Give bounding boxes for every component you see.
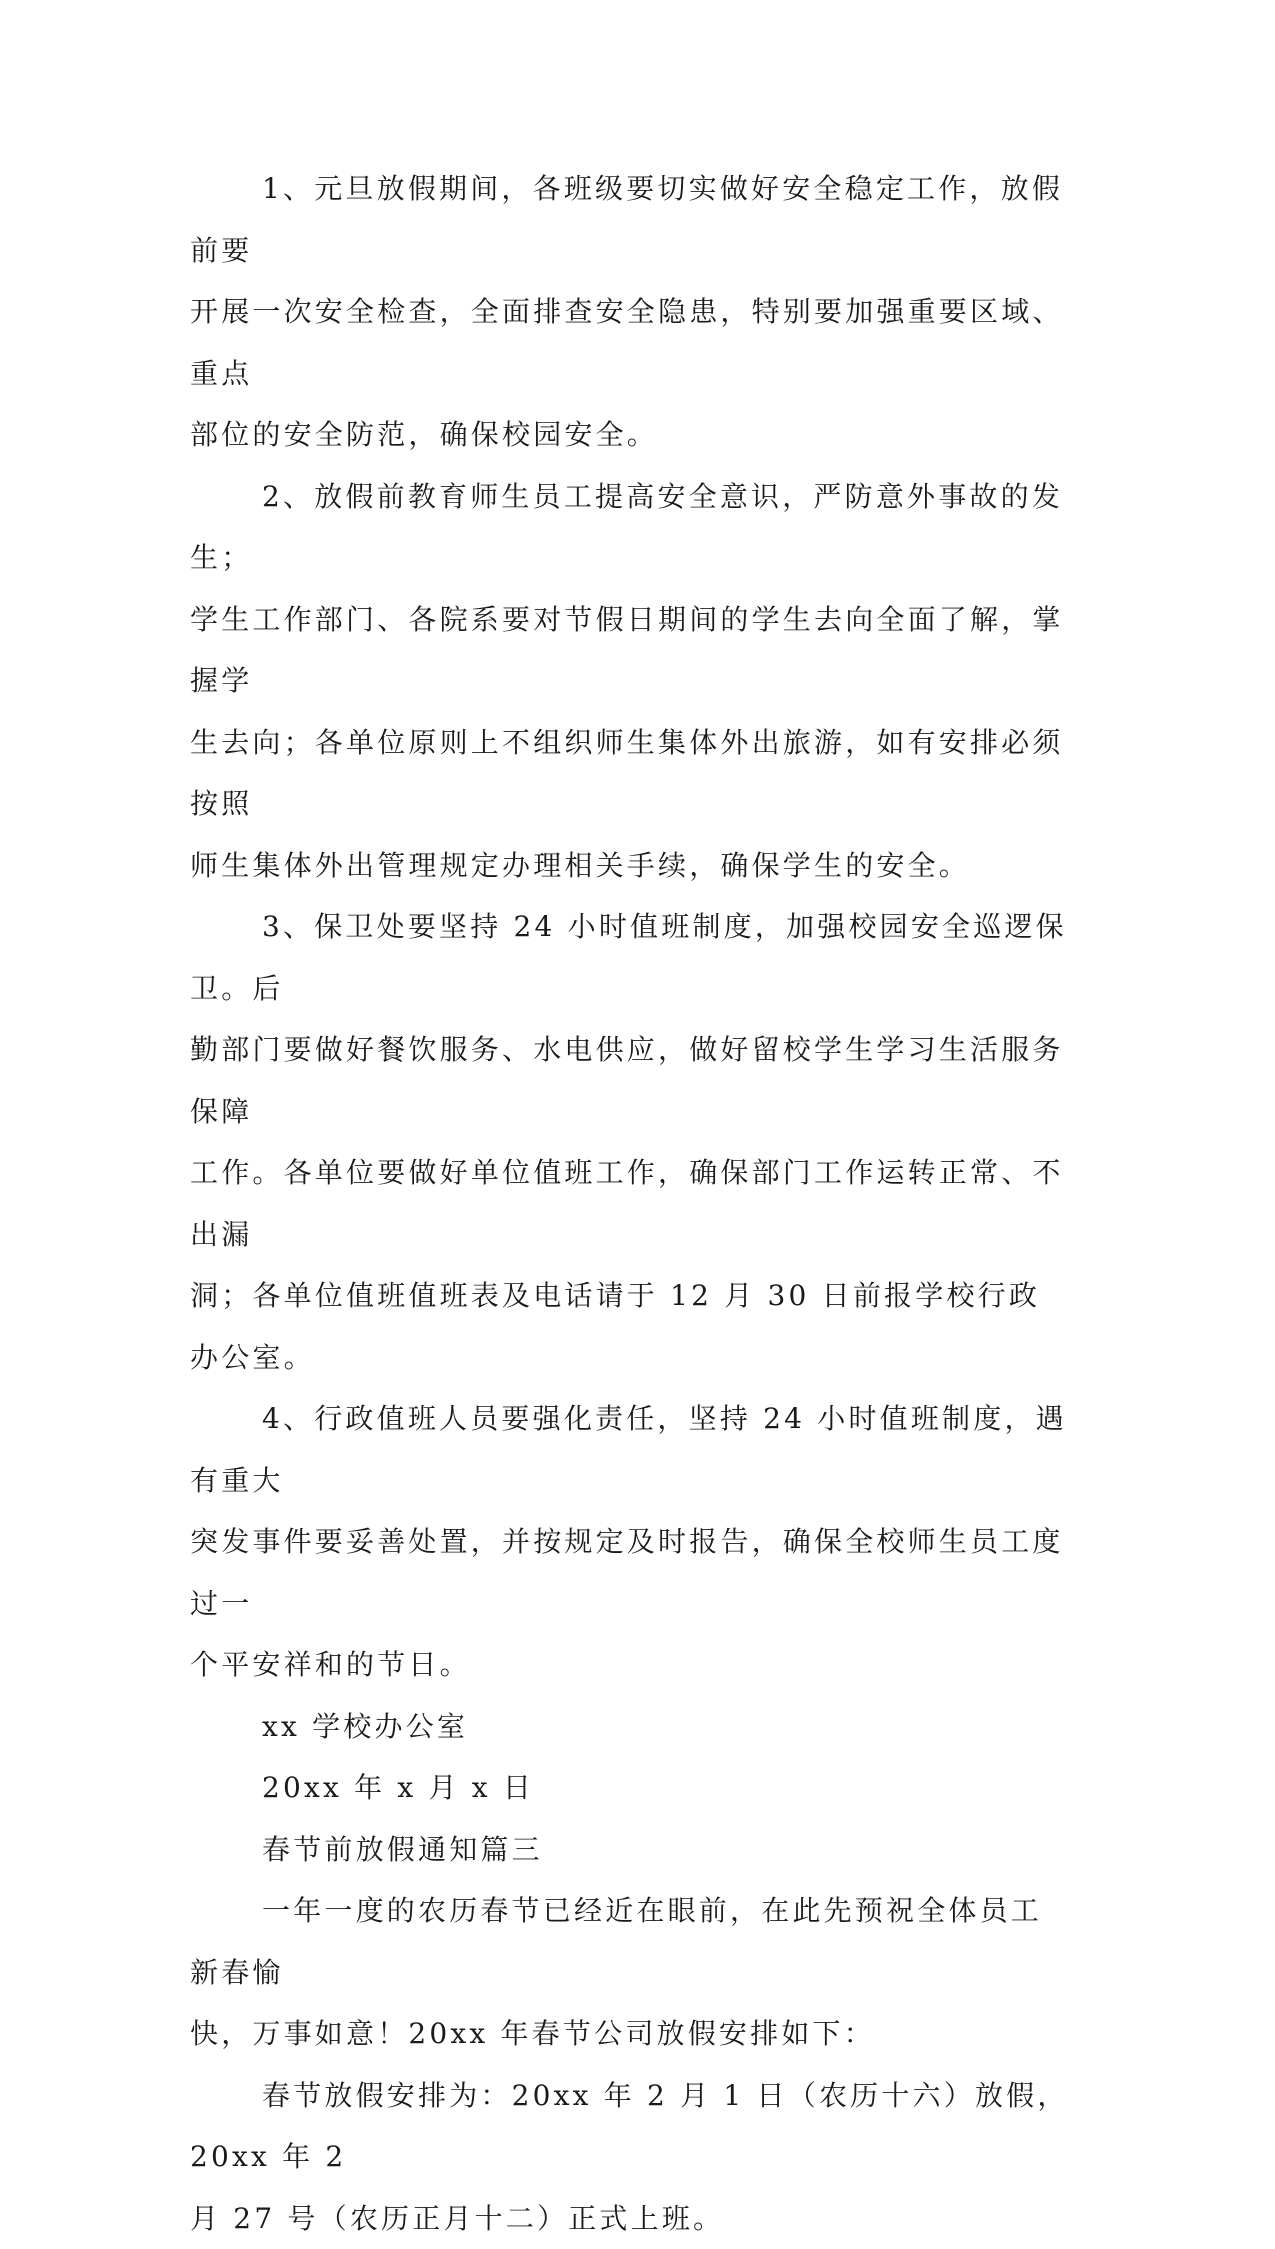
text-line: 生去向；各单位原则上不组织师生集体外出旅游，如有安排必须按照	[190, 712, 1070, 835]
section-heading	[190, 1819, 1070, 1881]
signature-date	[190, 1757, 1070, 1819]
text-line: 一年一度的农历春节已经近在眼前，在此先预祝全体员工新春愉	[190, 1880, 1070, 2003]
text-line: 春节放假安排为：20xx 年 2 月 1 日（农历十六）放假，20xx 年 2	[190, 2065, 1070, 2188]
paragraph-safety-check	[190, 158, 1070, 466]
text-line: xx 学校办公室	[190, 1696, 1070, 1758]
paragraph-greeting	[190, 1880, 1070, 2065]
text-line: 学生工作部门、各院系要对节假日期间的学生去向全面了解，掌握学	[190, 589, 1070, 712]
text-line: 工作。各单位要做好单位值班工作，确保部门工作运转正常、不出漏	[190, 1142, 1070, 1265]
text-line: 个平安祥和的节日。	[190, 1634, 1070, 1696]
text-line: 洞；各单位值班值班表及电话请于 12 月 30 日前报学校行政办公室。	[190, 1265, 1070, 1388]
paragraph-admin-duty	[190, 1388, 1070, 1696]
text-line: 开展一次安全检查，全面排查安全隐患，特别要加强重要区域、重点	[190, 281, 1070, 404]
text-line: 1、元旦放假期间，各班级要切实做好安全稳定工作，放假前要	[190, 158, 1070, 281]
text-line: 部位的安全防范，确保校园安全。	[190, 404, 1070, 466]
text-line: 2、放假前教育师生员工提高安全意识，严防意外事故的发生；	[190, 466, 1070, 589]
paragraph-safety-awareness	[190, 466, 1070, 897]
document-body	[190, 158, 1070, 2249]
text-line: 3、保卫处要坚持 24 小时值班制度，加强校园安全巡逻保卫。后	[190, 896, 1070, 1019]
text-line: 4、行政值班人员要强化责任，坚持 24 小时值班制度，遇有重大	[190, 1388, 1070, 1511]
text-line: 快，万事如意！20xx 年春节公司放假安排如下：	[190, 2003, 1070, 2065]
paragraph-security-duty	[190, 896, 1070, 1388]
text-line: 勤部门要做好餐饮服务、水电供应，做好留校学生学习生活服务保障	[190, 1019, 1070, 1142]
text-line: 突发事件要妥善处置，并按规定及时报告，确保全校师生员工度过一	[190, 1511, 1070, 1634]
text-line: 20xx 年 x 月 x 日	[190, 1757, 1070, 1819]
paragraph-holiday-schedule	[190, 2065, 1070, 2249]
text-line: 师生集体外出管理规定办理相关手续，确保学生的安全。	[190, 835, 1070, 897]
signature-office	[190, 1696, 1070, 1758]
text-line: 春节前放假通知篇三	[190, 1819, 1070, 1881]
text-line: 月 27 号（农历正月十二）正式上班。	[190, 2188, 1070, 2249]
